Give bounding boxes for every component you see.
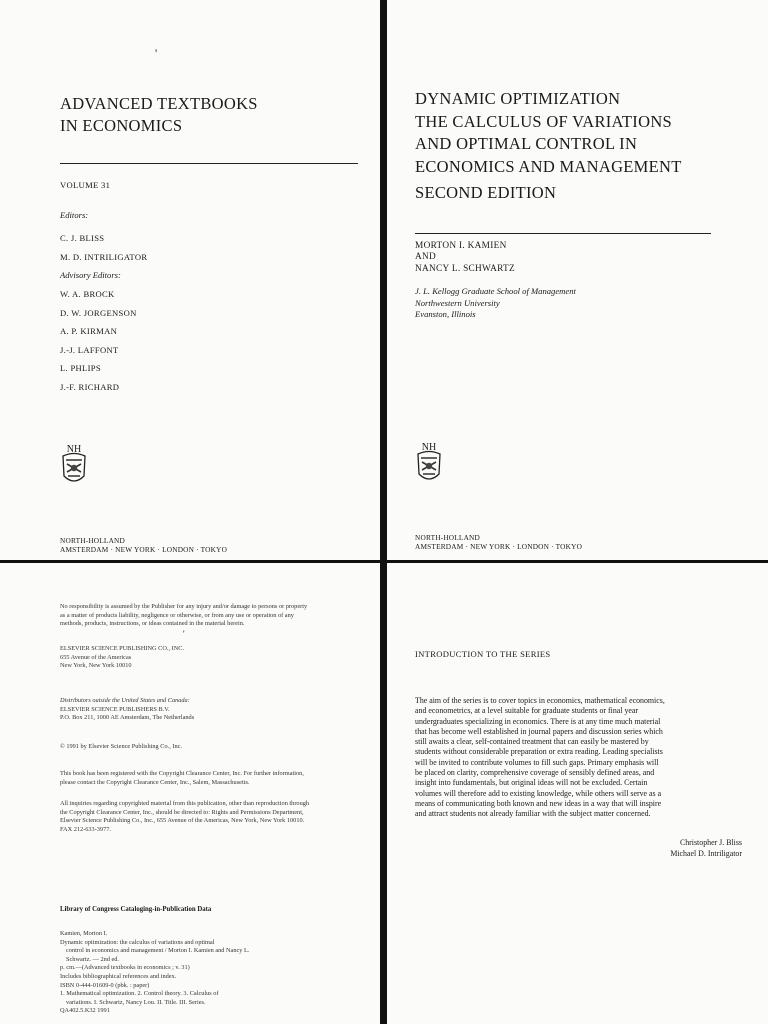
series-title-line: IN ECONOMICS [60, 116, 183, 135]
inquiries-line: All inquiries regarding copyrighted material from this publication, other than reproduction through [60, 800, 310, 807]
loc-line: control in economics and management / Morton I. Kamien and Nancy L. [66, 947, 250, 955]
advisory-editor-name: J.-F. RICHARD [60, 381, 120, 392]
publisher-name: NORTH-HOLLAND [60, 536, 125, 545]
series-title-line: ADVANCED TEXTBOOKS [60, 94, 258, 113]
page-copyright [0, 563, 380, 1024]
address-line: 655 Avenue of the Americas [60, 653, 132, 661]
loc-line: QA402.5.K32 1991 [60, 1007, 110, 1015]
logo-text: NH [421, 442, 437, 453]
volume-number: VOLUME 31 [60, 180, 111, 190]
book-title-line: AND OPTIMAL CONTROL IN [415, 134, 638, 153]
loc-line: variations. I. Schwartz, Nancy Lou. II. Title. III. Series. [66, 998, 206, 1006]
loc-data [60, 930, 370, 1016]
publisher [60, 536, 227, 554]
ccc-line: please contact the Copyright Clearance Center, Inc., Salem, Massachusetts. [60, 778, 250, 786]
book-title-line: ECONOMICS AND MANAGEMENT [415, 156, 682, 176]
publisher-address [60, 645, 184, 671]
signature-name: Michael D. Intriligator [670, 848, 742, 858]
intro-body [415, 696, 742, 820]
authors [415, 241, 515, 275]
book-title [415, 88, 682, 178]
disclaimer-line: No responsibility is assumed by the Publisher for any injury and/or damage to persons or property [60, 603, 308, 610]
body-line: and attract students not already familiar with the subject matter concerned. [415, 809, 651, 819]
page-title [387, 0, 768, 560]
publisher-name: NORTH-HOLLAND [415, 533, 480, 542]
loc-line: p. cm.—(Advanced textbooks in economics ; v. 31) [60, 964, 190, 972]
inquiries-notice [60, 800, 370, 834]
signatures [670, 838, 742, 859]
advisory-editors-label: Advisory Editors: [60, 270, 121, 280]
distributors-line: P.O. Box 211, 1000 AE Amsterdam, The Netherlands [60, 714, 195, 722]
ccc-notice [60, 770, 370, 787]
affiliation-line: Evanston, Illinois [415, 309, 476, 319]
loc-line: 1. Mathematical optimization. 2. Control theory. 3. Calculus of [60, 990, 219, 998]
editor-name: C. J. BLISS [60, 233, 105, 243]
body-line: will be invited to contribute volumes to fill such gaps. Primary emphasis will [415, 757, 659, 767]
stray-mark: ' [155, 46, 158, 60]
advisory-editor-name: J.-J. LAFFONT [60, 344, 119, 355]
affiliation-line: Northwestern University [415, 297, 500, 308]
inquiries-line: FAX 212-633-3977. [60, 825, 111, 833]
loc-line: ISBN 0-444-01609-0 (pbk. : paper) [60, 981, 150, 989]
book-title-line: DYNAMIC OPTIMIZATION [415, 89, 621, 108]
advisory-editor-name: D. W. JORGENSON [60, 307, 137, 318]
copyright-notice: © 1991 by Elsevier Science Publishing Co., Inc. [60, 743, 182, 750]
editors-list [60, 229, 147, 266]
loc-line: Includes bibliographical references and index. [60, 972, 177, 980]
body-line: undergraduates specializing in economics. There is at any time much material [415, 716, 661, 726]
advisory-editor-name: L. PHLIPS [60, 363, 101, 373]
body-line: insight into fundamentals, but original ideas will not be excluded. Certain [415, 778, 648, 788]
author-conjunction: AND [415, 252, 437, 263]
advisory-editors-list [60, 285, 137, 396]
body-line: volumes will therefore add to existing knowledge, while others will serve as a [415, 788, 662, 798]
page-series-title [0, 0, 380, 560]
body-line: students without considerable preparation or extra reading. Leading specialists [415, 747, 663, 757]
body-line: be placed on clarity, comprehensive coverage of sensibly defined areas, and [415, 768, 655, 778]
book-title-line: THE CALCULUS OF VARIATIONS [415, 111, 673, 131]
divider [415, 233, 711, 234]
editor-name: M. D. INTRILIGATOR [60, 251, 148, 262]
loc-line: Dynamic optimization: the calculus of variations and optimal [60, 938, 215, 946]
inquiries-line: Elsevier Science Publishing Co., Inc., 655 Avenue of the Americas, New York, New York 10010. [60, 817, 305, 825]
editors-label: Editors: [60, 210, 89, 220]
distributors-line: ELSEVIER SCIENCE PUBLISHERS B.V. [60, 705, 170, 713]
publisher-cities: AMSTERDAM · NEW YORK · LONDON · TOKYO [60, 545, 228, 554]
logo-text: NH [66, 444, 82, 455]
affiliation-line: J. L. Kellogg Graduate School of Management [415, 286, 576, 296]
body-line: The aim of the series is to cover topics in economics, mathematical economics, [415, 696, 665, 705]
body-line: still awaits a clear, self-contained treatment that can easily be mastered by [415, 737, 649, 747]
disclaimer [60, 603, 370, 629]
loc-heading: Library of Congress Cataloging-in-Publication Data [60, 906, 212, 913]
loc-line: Kamien, Morton I. [60, 930, 108, 937]
advisory-editor-name: A. P. KIRMAN [60, 326, 118, 336]
series-title [60, 93, 258, 137]
loc-line: Schwartz. — 2nd ed. [66, 955, 119, 963]
divider [60, 163, 358, 164]
publisher-cities: AMSTERDAM · NEW YORK · LONDON · TOKYO [415, 542, 583, 551]
ccc-line: This book has been registered with the Copyright Clearance Center, Inc. For further information, [60, 770, 304, 777]
inquiries-line: the Copyright Clearance Center, Inc., should be directed to: Rights and Permissions Department, [60, 808, 304, 816]
body-line: and econometrics, at a level suitable for graduate students or final year [415, 706, 639, 716]
page-introduction [387, 563, 768, 1024]
distributors [60, 697, 194, 723]
disclaimer-line: as a matter of products liability, negligence or otherwise, or from any use or operation of any [60, 611, 294, 619]
section-heading: INTRODUCTION TO THE SERIES [415, 649, 551, 659]
disclaimer-line: methods, products, instructions, or ideas contained in the material herein. [60, 620, 245, 628]
book-edition: SECOND EDITION [415, 183, 557, 202]
publisher [415, 533, 582, 551]
stray-mark: ' [183, 629, 185, 639]
advisory-editor-name: W. A. BROCK [60, 289, 115, 299]
north-holland-logo [415, 440, 443, 484]
address-line: New York, New York 10010 [60, 662, 132, 670]
signature-name: Christopher J. Bliss [679, 838, 742, 847]
author-name: NANCY L. SCHWARTZ [415, 263, 516, 274]
north-holland-logo [60, 442, 88, 486]
address-line: ELSEVIER SCIENCE PUBLISHING CO., INC. [60, 645, 185, 652]
affiliation [415, 286, 576, 321]
author-name: MORTON I. KAMIEN [415, 241, 507, 251]
body-line: means of communicating both known and new ideas in a way that will inspire [415, 798, 662, 808]
body-line: that has become well established in journal papers and discussion series which [415, 726, 663, 736]
distributors-label: Distributors outside the United States and Canada: [60, 697, 190, 704]
